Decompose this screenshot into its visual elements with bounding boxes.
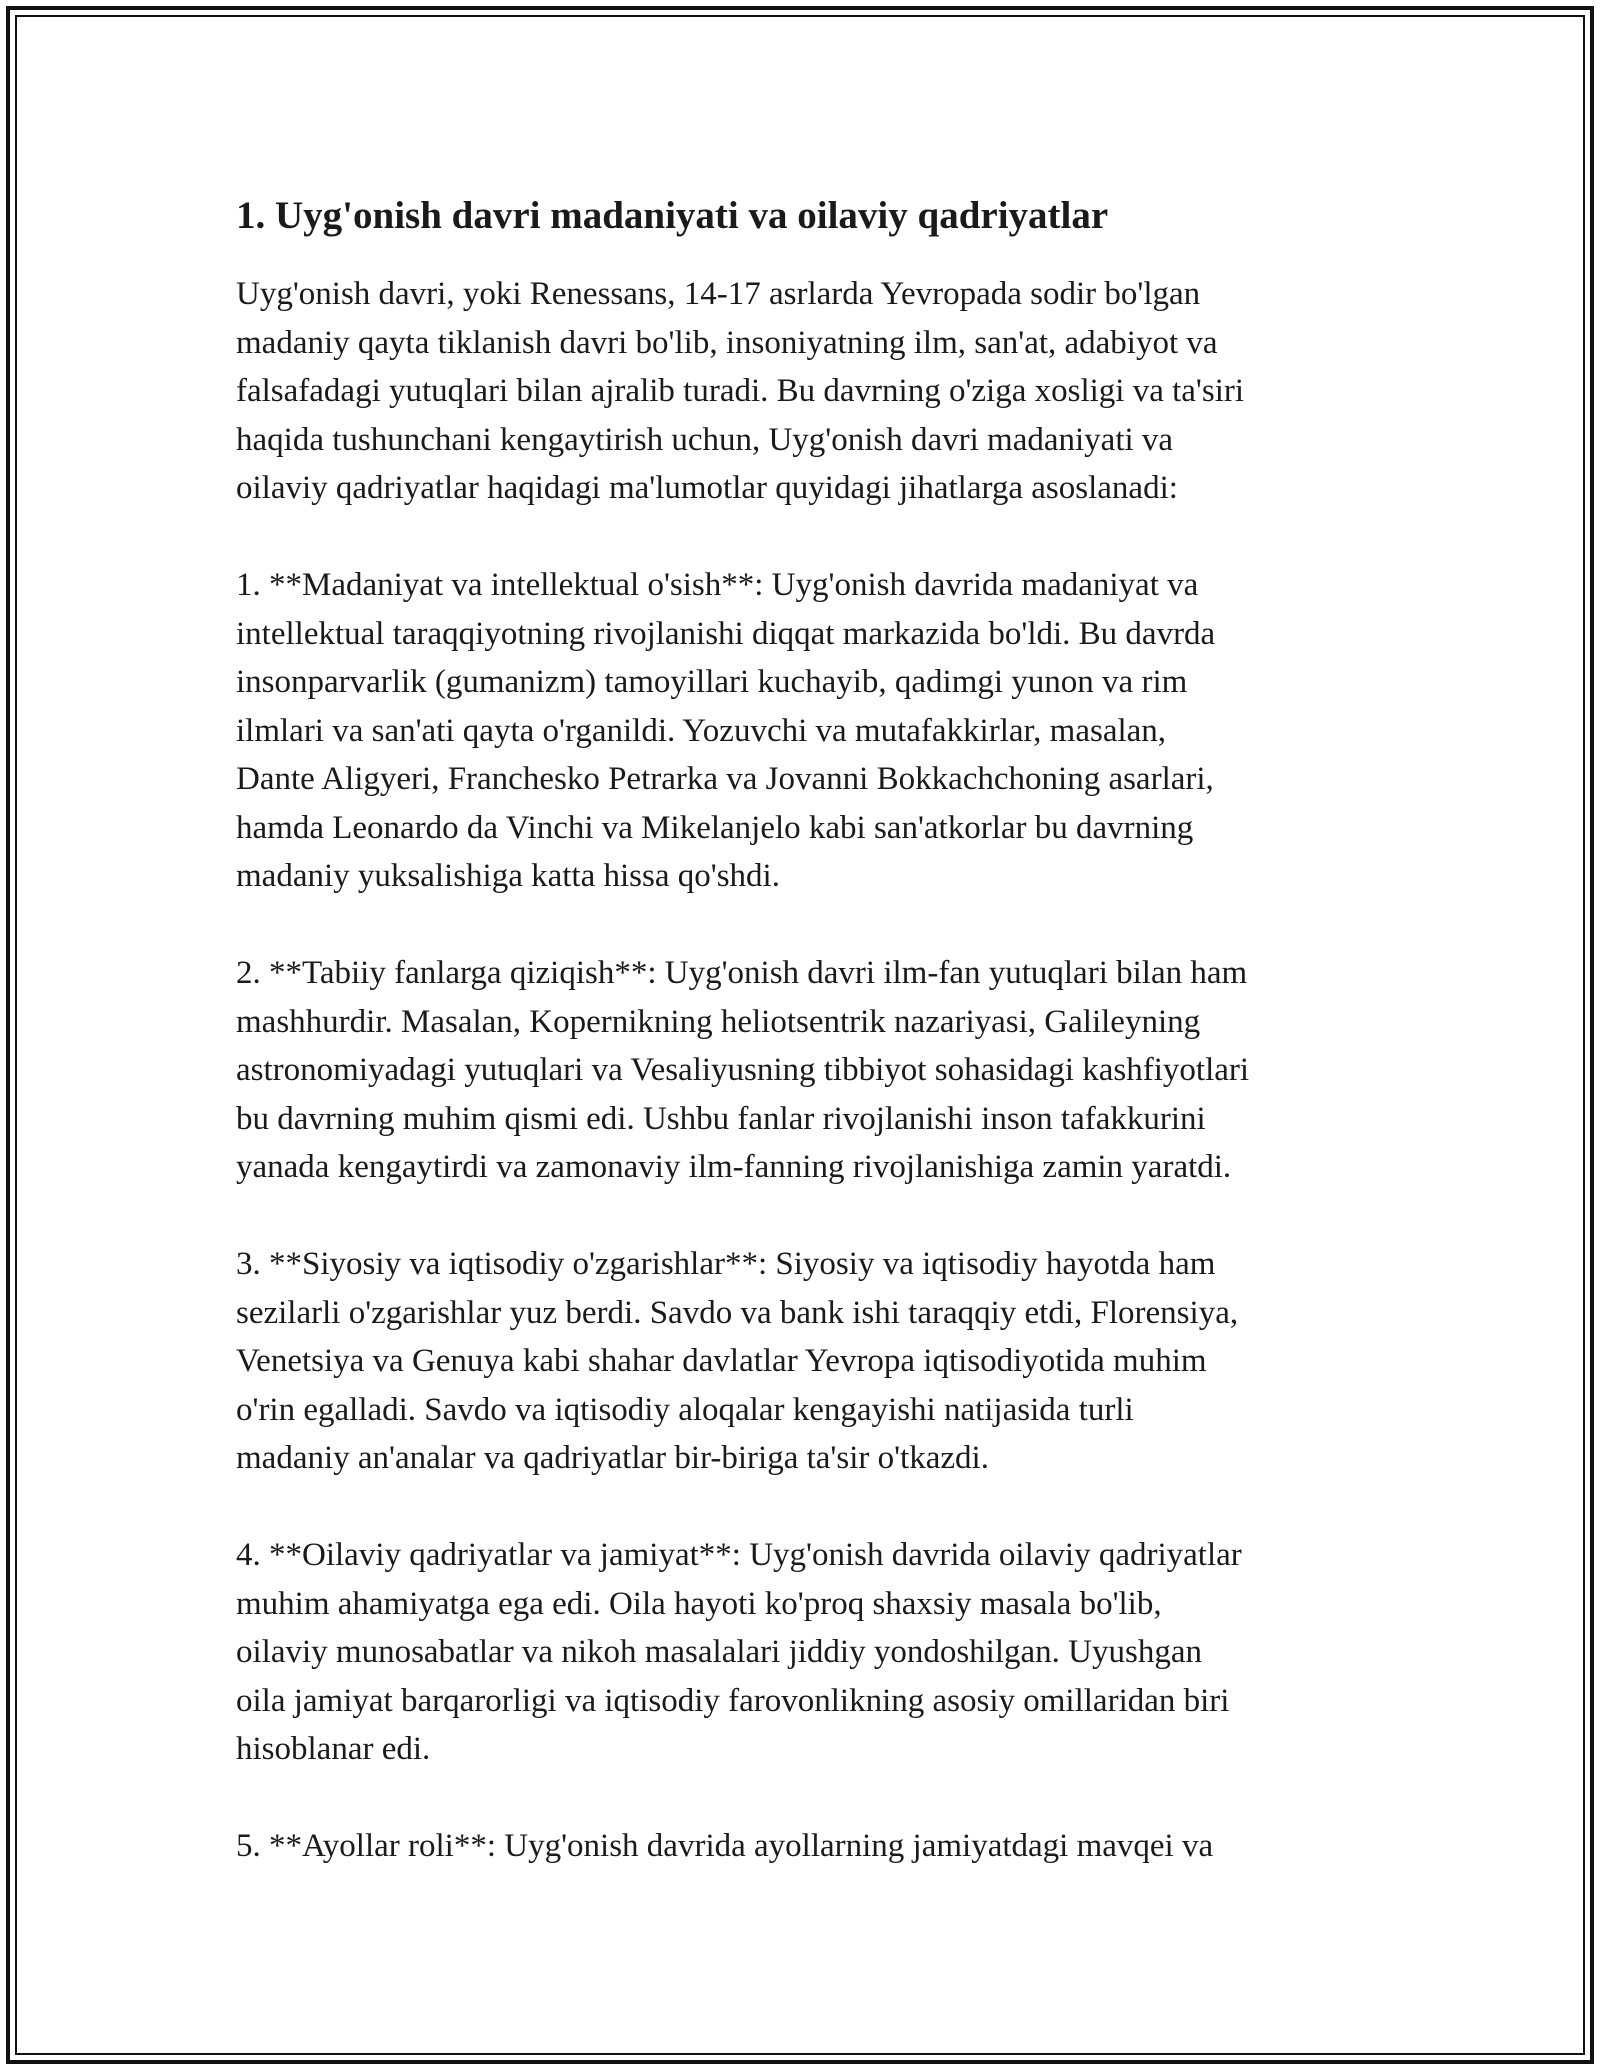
text-line: intellektual taraqqiyotning rivojlanishi diqqat markazida bo'ldi. Bu davrda [236,615,1216,652]
text-line: 3. **Siyosiy va iqtisodiy o'zgarishlar**: Siyosiy va iqtisodiy hayotda ham [236,1246,1216,1282]
text-line: madaniy qayta tiklanish davri bo'lib, insoniyatning ilm, san'at, adabiyot va [236,324,1218,361]
text-line: falsafadagi yutuqlari bilan ajralib turadi. Bu davrning o'ziga xosligi va ta'siri [236,373,1245,409]
text-line: Dante Aligyeri, Franchesko Petrarka va Jovanni Bokkachchoning asarlari, [236,761,1214,797]
text-line: madaniy an'analar va qadriyatlar bir-biriga ta'sir o'tkazdi. [236,1440,989,1476]
text-line: hisoblanar edi. [236,1731,431,1767]
text-line: Uyg'onish davri, yoki Renessans, 14-17 asrlarda Yevropada sodir bo'lgan [236,276,1201,312]
text-line: ilmlari va san'ati qayta o'rganildi. Yozuvchi va mutafakkirlar, masalan, [236,712,1167,749]
text-line: 4. **Oilaviy qadriyatlar va jamiyat**: Uyg'onish davrida oilaviy qadriyatlar [236,1537,1242,1573]
text-line: bu davrning muhim qismi edi. Ushbu fanlar rivojlanishi inson tafakkurini [236,1100,1206,1137]
text-line: o'rin egalladi. Savdo va iqtisodiy aloqalar kengayishi natijasida turli [236,1391,1134,1428]
text-line: sezilarli o'zgarishlar yuz berdi. Savdo va bank ishi taraqqiy etdi, Florensiya, [236,1294,1239,1331]
section-paragraph-5 [236,1822,1376,1871]
section-paragraph-2 [236,949,1376,1192]
document-body [236,188,1376,1871]
text-line: astronomiyadagi yutuqlari va Vesaliyusning tibbiyot sohasidagi kashfiyotlari [236,1052,1250,1088]
text-line: madaniy yuksalishiga katta hissa qo'shdi. [236,858,780,894]
text-line: muhim ahamiyatga ega edi. Oila hayoti ko'proq shaxsiy masala bo'lib, [236,1585,1162,1622]
section-paragraph-4 [236,1531,1376,1774]
document-title: 1. Uyg'onish davri madaniyati va oilaviy qadriyatlar [236,194,1109,237]
intro-paragraph [236,270,1376,513]
section-paragraph-1 [236,561,1376,901]
text-line: oilaviy munosabatlar va nikoh masalalari jiddiy yondoshilgan. Uyushgan [236,1634,1202,1670]
text-line: 5. **Ayollar roli**: Uyg'onish davrida ayollarning jamiyatdagi mavqei va [236,1828,1214,1864]
text-line: haqida tushunchani kengaytirish uchun, Uyg'onish davri madaniyati va [236,421,1174,458]
text-line: oilaviy qadriyatlar haqidagi ma'lumotlar quyidagi jihatlarga asoslanadi: [236,470,1178,506]
text-line: Venetsiya va Genuya kabi shahar davlatlar Yevropa iqtisodiyotida muhim [236,1343,1207,1379]
text-line: insonparvarlik (gumanizm) tamoyillari kuchayib, qadimgi yunon va rim [236,664,1188,700]
text-line: oila jamiyat barqarorligi va iqtisodiy farovonlikning asosiy omillaridan biri [236,1682,1230,1719]
text-line: 2. **Tabiiy fanlarga qiziqish**: Uyg'onish davri ilm-fan yutuqlari bilan ham [236,955,1248,991]
text-line: 1. **Madaniyat va intellektual o'sish**: Uyg'onish davrida madaniyat va [236,567,1199,603]
text-line: mashhurdir. Masalan, Kopernikning heliotsentrik nazariyasi, Galileyning [236,1003,1201,1040]
section-paragraph-3 [236,1240,1376,1483]
text-line: yanada kengaytirdi va zamonaviy ilm-fanning rivojlanishiga zamin yaratdi. [236,1149,1232,1185]
text-line: hamda Leonardo da Vinchi va Mikelanjelo kabi san'atkorlar bu davrning [236,809,1194,846]
